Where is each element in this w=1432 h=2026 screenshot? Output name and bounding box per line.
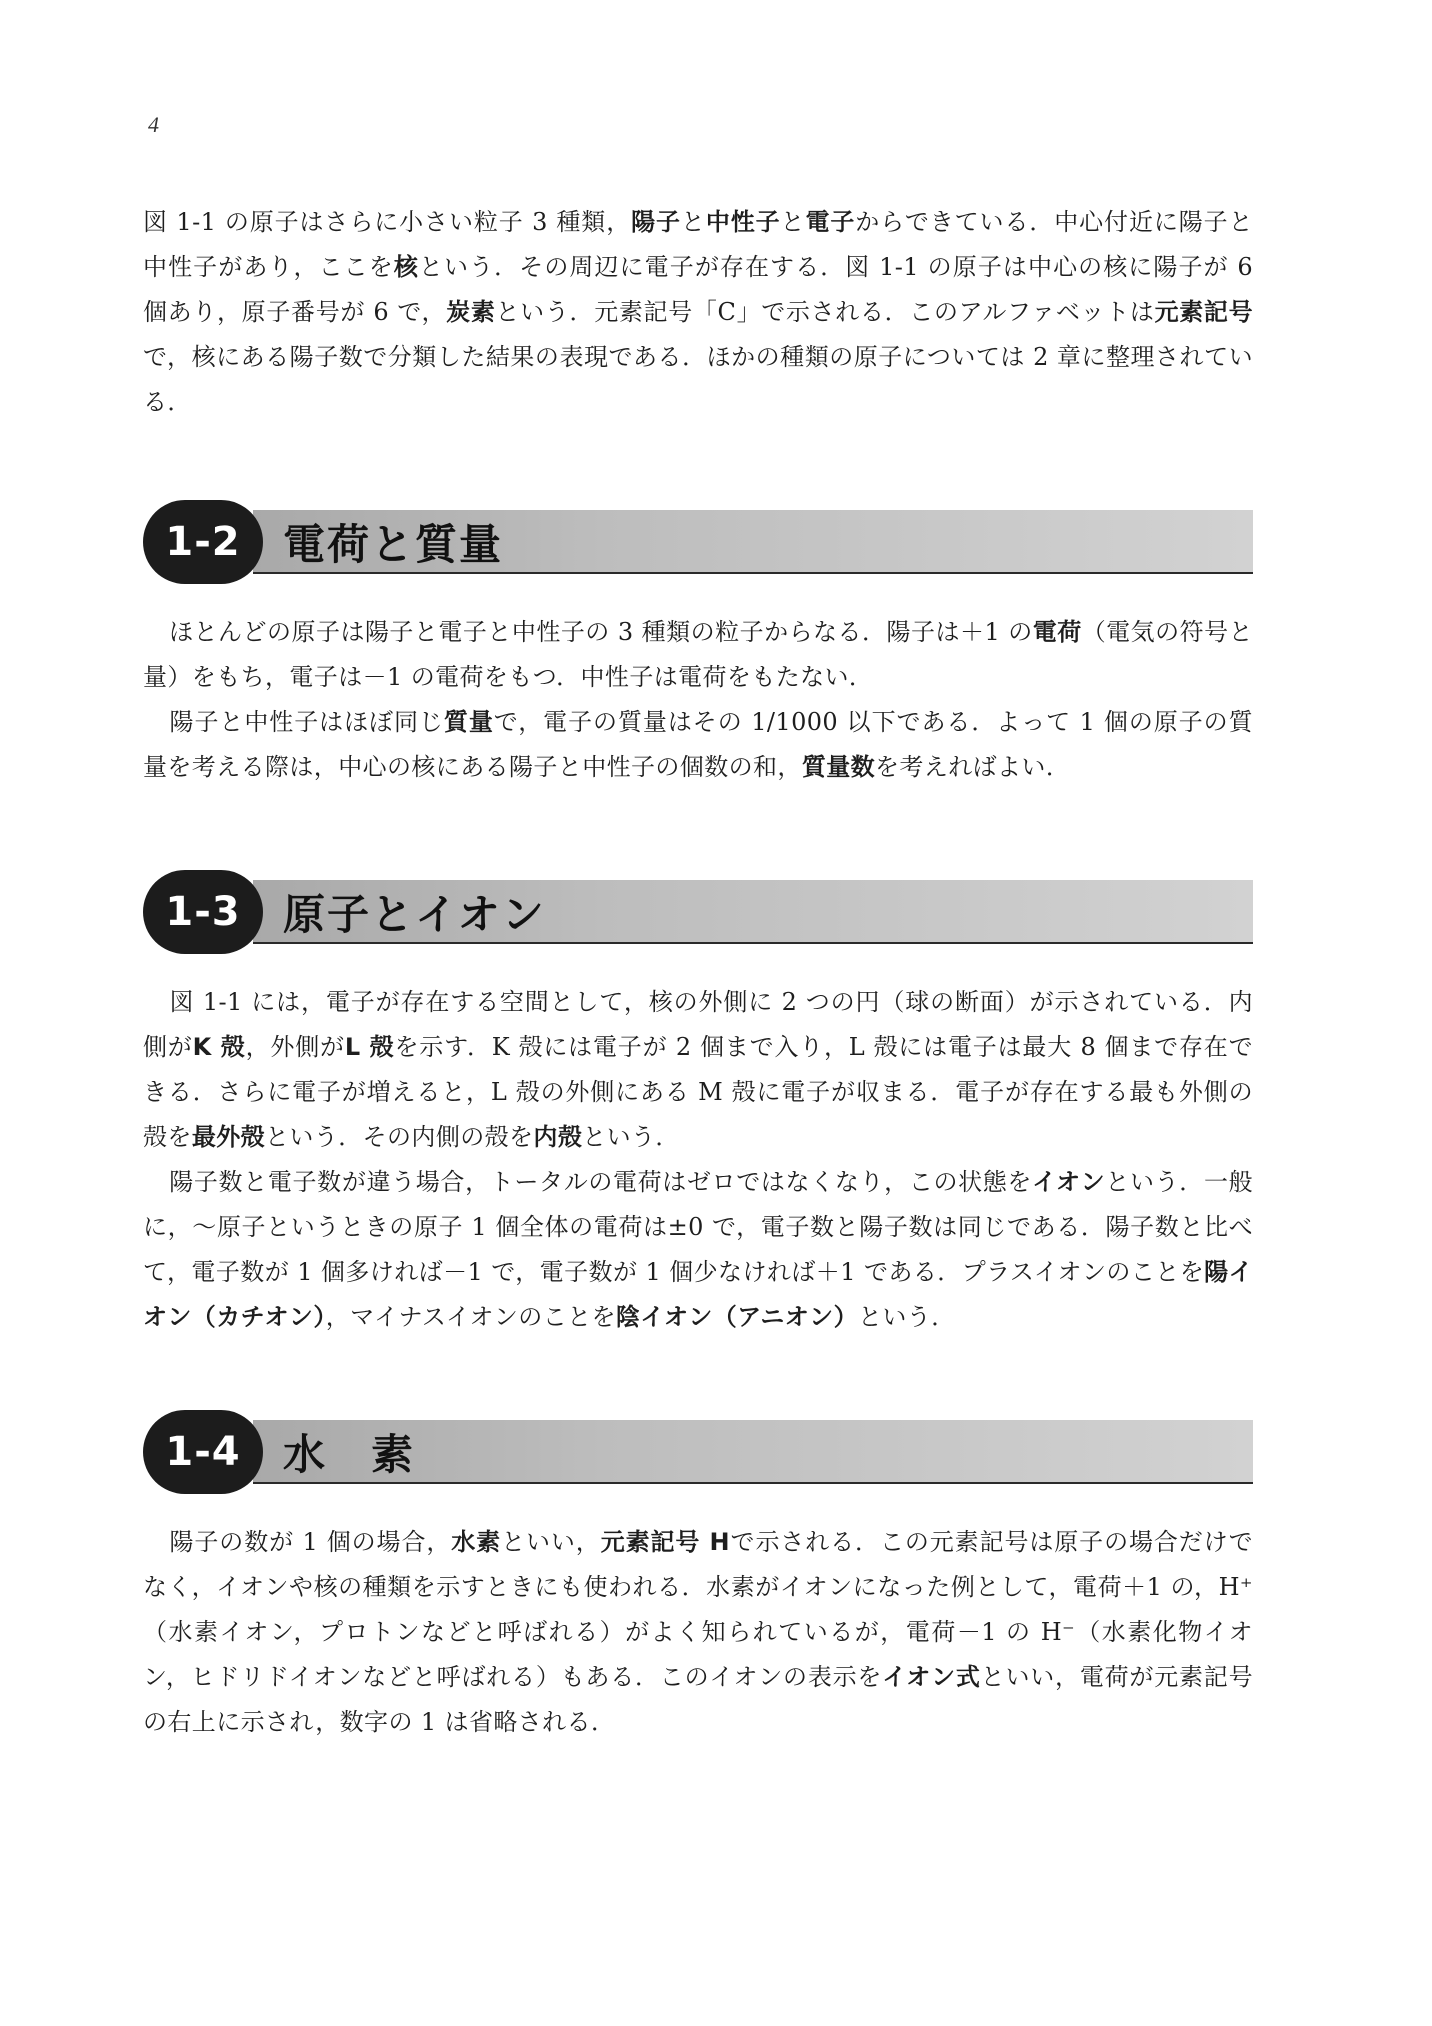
bold-term: イオン式 bbox=[882, 1663, 981, 1691]
section-1-2-paragraph-2 bbox=[143, 700, 1253, 790]
bold-term: 質量数 bbox=[801, 753, 876, 781]
text-run: という．元素記号「C」で示される．このアルファベットは bbox=[495, 298, 1155, 326]
bold-term: 水素 bbox=[451, 1528, 502, 1556]
text-run: ，マイナスイオンのことを bbox=[325, 1303, 616, 1331]
bold-term: 最外殻 bbox=[191, 1123, 266, 1151]
bold-term: 炭素 bbox=[446, 298, 496, 326]
text-run: と bbox=[780, 208, 806, 236]
text-run: （電気の符号と量）をもち，電子は－1 の電荷をもつ．中性子は電荷をもたない． bbox=[143, 618, 1253, 691]
section-1-3-paragraph-1 bbox=[143, 980, 1253, 1160]
section-1-4-paragraph-1 bbox=[143, 1520, 1253, 1745]
bold-term: 元素記号 bbox=[1154, 298, 1253, 326]
bold-term: 陰イオン（アニオン） bbox=[615, 1303, 858, 1331]
section-number-badge: 1-3 bbox=[143, 870, 263, 954]
section-heading-1-3 bbox=[143, 870, 1253, 956]
text-run: 陽子数と電子数が違う場合，トータルの電荷はゼロではなくなり，この状態を bbox=[169, 1168, 1033, 1196]
text-run: を考えればよい． bbox=[875, 753, 1071, 781]
bold-term: 電子 bbox=[805, 208, 856, 236]
bold-term: イオン bbox=[1032, 1168, 1106, 1196]
text-run: で，核にある陽子数で分類した結果の表現である．ほかの種類の原子については 2 章に整理されている． bbox=[143, 343, 1253, 416]
section-number-badge: 1-4 bbox=[143, 1410, 263, 1494]
text-run: で示される．この元素記号は原子の場合だけでなく，イオンや核の種類を示すときにも使われる．水素がイオンになった例として，電荷＋1 の，H⁺（水素イオン，プロトンなどと呼ばれる）がよく知られているが，電荷－1 の H⁻（水素化物イオン，ヒドリドイオンなどと呼ばれる）もある．このイオンの表示を bbox=[143, 1528, 1253, 1691]
page-number: 4 bbox=[148, 112, 159, 137]
text-run: といい，電荷が元素記号の右上に示され，数字の 1 は省略される． bbox=[143, 1663, 1253, 1736]
text-run: で，電子の質量はその 1/1000 以下である．よって 1 個の原子の質量を考える際は，中心の核にある陽子と中性子の個数の和， bbox=[143, 708, 1253, 781]
text-run: という． bbox=[858, 1303, 956, 1331]
bold-term: 質量 bbox=[443, 708, 494, 736]
section-heading-1-4 bbox=[143, 1410, 1253, 1496]
bold-term: 内殻 bbox=[533, 1123, 583, 1151]
section-title: 電荷と質量 bbox=[283, 520, 504, 569]
text-run: 陽子の数が 1 個の場合， bbox=[169, 1528, 452, 1556]
text-run: と bbox=[680, 208, 706, 236]
text-run: からできている．中心付近に陽子と中性子があり，ここを bbox=[143, 208, 1253, 281]
section-1-3-paragraph-2 bbox=[143, 1160, 1253, 1340]
text-run: 図 1-1 には，電子が存在する空間として，核の外側に 2 つの円（球の断面）が示されている．内側が bbox=[143, 988, 1253, 1061]
section-1-2-paragraph-1 bbox=[143, 610, 1253, 700]
bold-term: 核 bbox=[393, 253, 419, 281]
text-run: といい， bbox=[501, 1528, 601, 1556]
heading-underline bbox=[253, 1482, 1253, 1484]
bold-term: 電荷 bbox=[1032, 618, 1082, 646]
heading-underline bbox=[253, 942, 1253, 944]
bold-term: 陽イオン（カチオン） bbox=[143, 1258, 1253, 1331]
text-run: という． bbox=[582, 1123, 680, 1151]
text-run: という．その周辺に電子が存在する．図 1-1 の原子は中心の核に陽子が 6 個あり，原子番号が 6 で， bbox=[143, 253, 1254, 326]
bold-term: L 殻 bbox=[344, 1033, 395, 1061]
bold-term: 陽子 bbox=[631, 208, 681, 236]
section-title: 原子とイオン bbox=[283, 890, 546, 939]
intro-paragraph bbox=[143, 200, 1253, 425]
heading-underline bbox=[253, 572, 1253, 574]
section-title: 水 素 bbox=[283, 1430, 416, 1479]
section-heading-1-2 bbox=[143, 500, 1253, 586]
bold-term: 元素記号 H bbox=[600, 1528, 731, 1556]
text-run: 図 1-1 の原子はさらに小さい粒子 3 種類， bbox=[143, 208, 632, 236]
section-number-badge: 1-2 bbox=[143, 500, 263, 584]
text-run: という．一般に，～原子というときの原子 1 個全体の電荷は±0 で，電子数と陽子数は同じである．陽子数と比べて，電子数が 1 個多ければ－1 で，電子数が 1 個少なければ＋1 である．プラスイオンのことを bbox=[143, 1168, 1254, 1286]
text-run: ，外側が bbox=[245, 1033, 345, 1061]
bold-term: K 殻 bbox=[192, 1033, 246, 1061]
text-run: という．その内側の殻を bbox=[265, 1123, 534, 1151]
bold-term: 中性子 bbox=[705, 208, 781, 236]
text-run: を示す．K 殻には電子が 2 個まで入り，L 殻には電子は最大 8 個まで存在できる．さらに電子が増えると，L 殻の外側にある M 殻に電子が収まる．電子が存在する最も外側の殻を bbox=[143, 1033, 1253, 1151]
text-run: ほとんどの原子は陽子と電子と中性子の 3 種類の粒子からなる．陽子は＋1 の bbox=[169, 618, 1033, 646]
text-run: 陽子と中性子はほぼ同じ bbox=[169, 708, 444, 736]
